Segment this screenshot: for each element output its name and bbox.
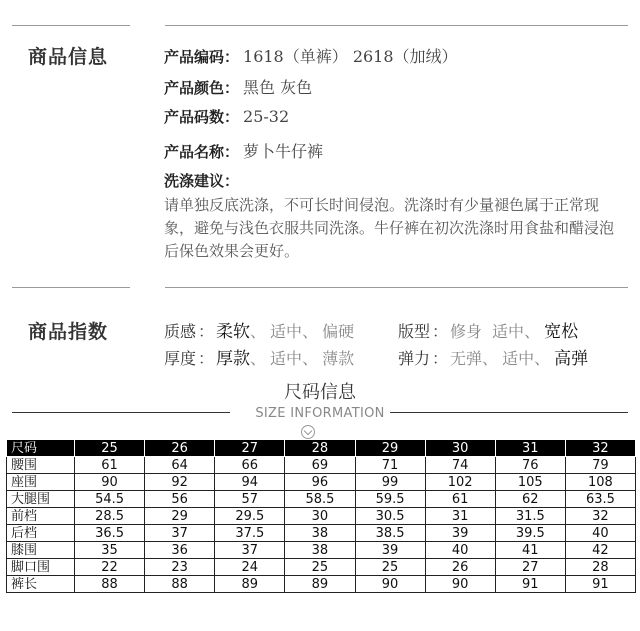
measure-value: 28: [565, 559, 635, 576]
index-label: 厚度: [164, 349, 197, 368]
size-header-cell: 26: [145, 440, 215, 457]
index-elasticity: [398, 344, 588, 369]
index-sep: 、: [524, 322, 541, 341]
measure-value: 64: [145, 457, 215, 474]
index-label: 质感: [164, 322, 197, 341]
measure-value: 39.5: [495, 525, 565, 542]
size-header-cell: 31: [495, 440, 565, 457]
info-value: 萝卜牛仔裤: [243, 142, 324, 161]
measure-value: 38.5: [355, 525, 425, 542]
measure-value: 40: [565, 525, 635, 542]
measure-value: 61: [75, 457, 145, 474]
index-texture: [164, 317, 354, 342]
size-info-subtitle: SIZE INFORMATION: [255, 406, 385, 421]
measure-value: 108: [565, 474, 635, 491]
measure-value: 38: [285, 525, 355, 542]
index-colon: ：: [432, 322, 449, 341]
index-colon: ：: [198, 322, 215, 341]
measure-value: 69: [285, 457, 355, 474]
measure-value: 56: [145, 491, 215, 508]
index-option-selected: 厚款: [216, 349, 251, 369]
measure-label: 大腿围: [7, 491, 75, 508]
size-info-title: 尺码信息: [284, 382, 356, 403]
info-row-sizes: [164, 106, 289, 127]
measure-value: 105: [495, 474, 565, 491]
size-header-cell: 27: [215, 440, 285, 457]
table-row: [7, 525, 636, 542]
index-option: 薄款: [322, 349, 355, 368]
measure-value: 88: [145, 576, 215, 593]
measure-value: 58.5: [285, 491, 355, 508]
measure-value: 94: [215, 474, 285, 491]
divider-mid-right: [165, 287, 628, 288]
table-row: [7, 508, 636, 525]
info-row-name: [164, 139, 323, 162]
measure-label: 前档: [7, 508, 75, 525]
measure-value: 91: [495, 576, 565, 593]
index-colon: ：: [432, 349, 449, 368]
measure-value: 57: [215, 491, 285, 508]
measure-value: 40: [425, 542, 495, 559]
measure-value: 25: [355, 559, 425, 576]
measure-value: 89: [215, 576, 285, 593]
measure-value: 29: [145, 508, 215, 525]
measure-value: 37: [215, 542, 285, 559]
size-header-cell: 29: [355, 440, 425, 457]
size-table-header: [7, 440, 636, 457]
measure-value: 29.5: [215, 508, 285, 525]
measure-value: 71: [355, 457, 425, 474]
measure-value: 90: [75, 474, 145, 491]
index-option: 偏硬: [322, 322, 355, 341]
measure-value: 28.5: [75, 508, 145, 525]
product-index-title: 商品指数: [28, 321, 109, 343]
measure-value: 63.5: [565, 491, 635, 508]
measure-value: 88: [75, 576, 145, 593]
table-row: [7, 576, 636, 593]
index-fit: [398, 317, 578, 342]
index-sep: 、: [302, 322, 319, 341]
size-header-cell: 25: [75, 440, 145, 457]
index-sep: 、: [250, 322, 267, 341]
index-option-selected: 高弹: [554, 349, 589, 369]
measure-label: 座围: [7, 474, 75, 491]
measure-value: 54.5: [75, 491, 145, 508]
measure-value: 22: [75, 559, 145, 576]
measure-value: 90: [425, 576, 495, 593]
measure-value: 32: [565, 508, 635, 525]
info-row-code: [164, 44, 458, 67]
measure-value: 36: [145, 542, 215, 559]
measure-value: 31: [425, 508, 495, 525]
product-info-title: 商品信息: [28, 46, 109, 68]
divider-top-left: [12, 25, 130, 26]
info-label: 产品编码：: [164, 48, 240, 66]
measure-value: 74: [425, 457, 495, 474]
size-header-cell: 32: [565, 440, 635, 457]
index-label: 弹力: [398, 349, 431, 368]
index-option: 适中: [492, 322, 525, 341]
measure-label: 脚口围: [7, 559, 75, 576]
measure-value: 25: [285, 559, 355, 576]
measure-value: 27: [495, 559, 565, 576]
size-table: [6, 439, 636, 593]
index-option: 适中: [270, 349, 303, 368]
measure-value: 96: [285, 474, 355, 491]
index-thickness: [164, 344, 354, 369]
measure-value: 26: [425, 559, 495, 576]
info-value: 黑色 灰色: [243, 78, 313, 97]
measure-value: 79: [565, 457, 635, 474]
measure-value: 42: [565, 542, 635, 559]
divider-top-right: [165, 25, 628, 26]
index-label: 版型: [398, 322, 431, 341]
index-sep: 、: [250, 349, 267, 368]
measure-value: 92: [145, 474, 215, 491]
measure-value: 36.5: [75, 525, 145, 542]
measure-value: 76: [495, 457, 565, 474]
table-row: [7, 542, 636, 559]
table-row: [7, 491, 636, 508]
measure-value: 59.5: [355, 491, 425, 508]
divider-mid-left: [12, 287, 130, 288]
measure-value: 35: [75, 542, 145, 559]
measure-label: 裤长: [7, 576, 75, 593]
size-header-cell: 30: [425, 440, 495, 457]
measure-value: 30.5: [355, 508, 425, 525]
measure-value: 31.5: [495, 508, 565, 525]
index-sep: 、: [534, 349, 551, 368]
index-option: 适中: [502, 349, 535, 368]
measure-value: 99: [355, 474, 425, 491]
measure-value: 62: [495, 491, 565, 508]
info-row-wash: [164, 170, 243, 191]
info-label: 产品颜色：: [164, 79, 240, 97]
measure-label: 膝围: [7, 542, 75, 559]
measure-value: 23: [145, 559, 215, 576]
wash-advice-text: 请单独反底洗涤，不可长时间侵泡。洗涤时有少量褪色属于正常现象，避免与浅色衣服共同洗涤。牛仔裤在初次洗涤时用食盐和醋浸泡后保色效果会更好。: [164, 196, 615, 260]
measure-value: 38: [285, 542, 355, 559]
size-header-label: 尺码: [7, 440, 75, 457]
index-option: 无弹: [450, 349, 483, 368]
index-option: 适中: [270, 322, 303, 341]
measure-value: 91: [565, 576, 635, 593]
index-option-selected: 柔软: [216, 322, 251, 342]
table-row: [7, 474, 636, 491]
info-label: 产品码数：: [164, 108, 240, 126]
info-label: 产品名称：: [164, 143, 240, 161]
index-option-selected: 宽松: [544, 322, 579, 342]
index-colon: ：: [198, 349, 215, 368]
table-row: [7, 559, 636, 576]
measure-value: 39: [355, 542, 425, 559]
size-header-cell: 28: [285, 440, 355, 457]
measure-value: 41: [495, 542, 565, 559]
measure-value: 24: [215, 559, 285, 576]
info-row-color: [164, 75, 312, 98]
measure-value: 61: [425, 491, 495, 508]
measure-label: 腰围: [7, 457, 75, 474]
measure-value: 37: [145, 525, 215, 542]
measure-value: 89: [285, 576, 355, 593]
measure-value: 30: [285, 508, 355, 525]
info-value: 25-32: [243, 107, 290, 126]
chevron-down-icon: [301, 425, 315, 439]
table-row: [7, 457, 636, 474]
index-sep: 、: [482, 349, 499, 368]
measure-label: 后档: [7, 525, 75, 542]
info-value: 1618（单裤） 2618（加绒）: [243, 47, 458, 66]
measure-value: 66: [215, 457, 285, 474]
info-label: 洗涤建议：: [164, 172, 240, 190]
measure-value: 37.5: [215, 525, 285, 542]
index-sep: 、: [302, 349, 319, 368]
measure-value: 102: [425, 474, 495, 491]
measure-value: 90: [355, 576, 425, 593]
index-option: 修身: [450, 322, 483, 341]
measure-value: 39: [425, 525, 495, 542]
